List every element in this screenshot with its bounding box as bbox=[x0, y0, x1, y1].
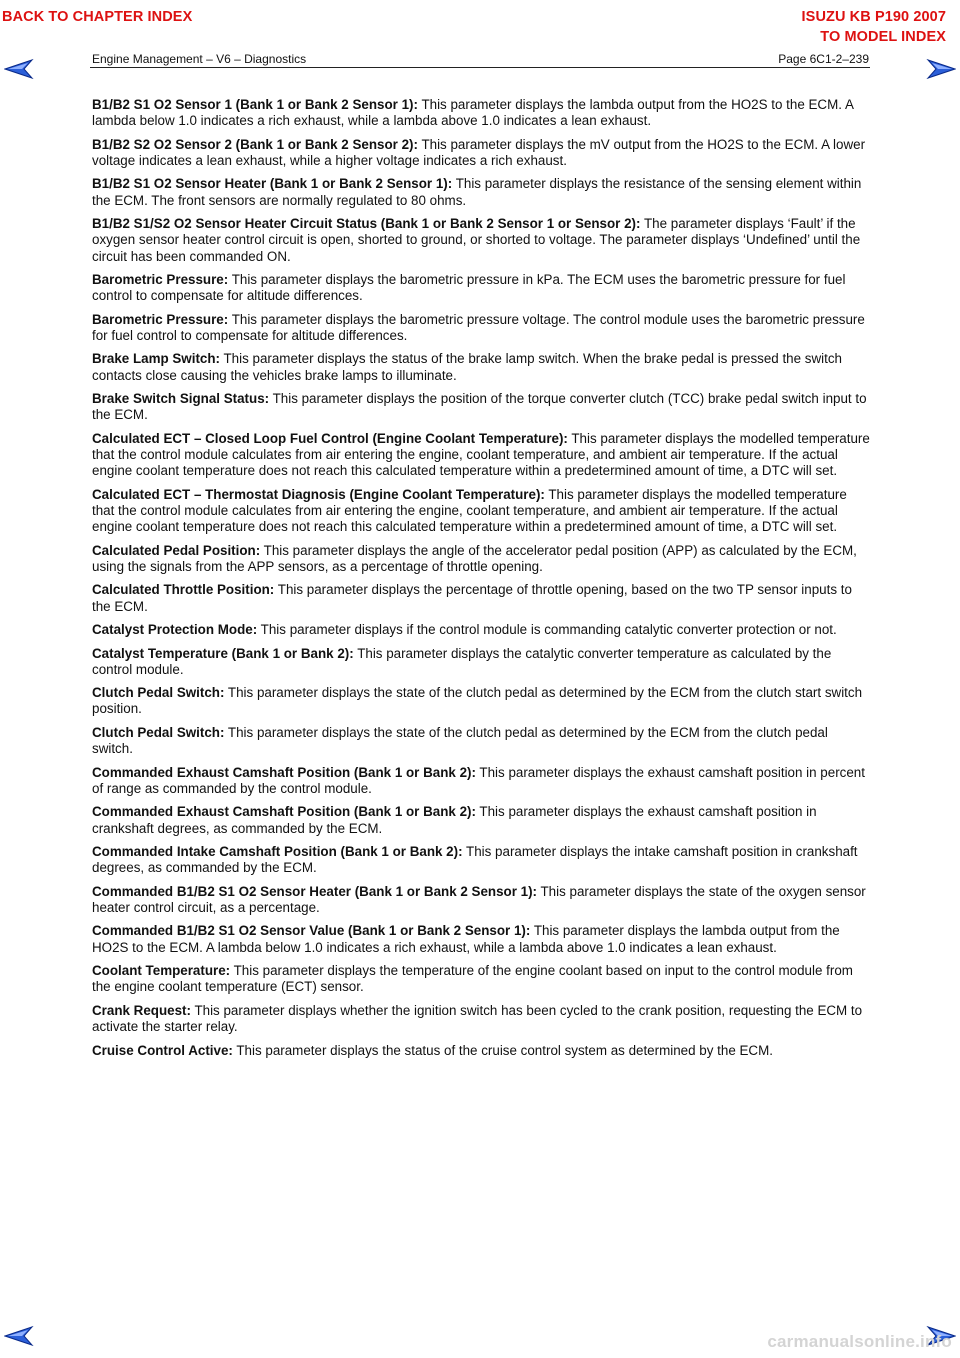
parameter-entry bbox=[92, 963, 870, 995]
parameter-entry bbox=[92, 622, 870, 638]
parameter-entry bbox=[92, 1043, 870, 1059]
parameter-term: Cruise Control Active: bbox=[92, 1042, 233, 1058]
parameter-description: This parameter displays the catalytic converter temperature as calculated by the control module. bbox=[92, 645, 832, 677]
parameter-description: This parameter displays the status of the brake lamp switch. When the brake pedal is pressed the switch contacts close causing the vehicles brake lamps to illuminate. bbox=[92, 351, 842, 383]
to-model-index-link[interactable]: TO MODEL INDEX bbox=[820, 29, 946, 45]
parameter-description: This parameter displays the barometric pressure voltage. The control module uses the barometric pressure for fuel control to compensate for altitude differences. bbox=[92, 311, 865, 343]
parameter-description: The parameter displays ‘Fault’ if the oxygen sensor heater control circuit is open, shorted to ground, or shorted to voltage. The parameter displays ‘Undefined’ until the circuit has been commanded ON. bbox=[92, 216, 861, 264]
running-title: Engine Management – V6 – Diagnostics bbox=[92, 52, 307, 66]
parameter-term: B1/B2 S1 O2 Sensor 1 (Bank 1 or Bank 2 Sensor 1): bbox=[92, 97, 418, 112]
parameter-term: Calculated Pedal Position: bbox=[92, 542, 261, 558]
parameter-description: This parameter displays the intake camshaft position in crankshaft degrees, as commanded by the ECM. bbox=[92, 844, 858, 876]
parameter-entry bbox=[92, 312, 870, 344]
parameter-term: B1/B2 S1/S2 O2 Sensor Heater Circuit Status (Bank 1 or Bank 2 Sensor 1 or Sensor 2): bbox=[92, 216, 641, 232]
parameter-entry bbox=[92, 391, 870, 423]
parameter-description: This parameter displays the modelled temperature that the control module calculates from air entering the engine, coolant temperature, and ambient air temperature. If the actual engine coolant temperature does not reach this calculated temperature within a predetermined amount of time, a DTC will set. bbox=[92, 430, 870, 479]
parameter-entry bbox=[92, 804, 870, 836]
parameter-entry bbox=[92, 137, 870, 169]
parameter-entry bbox=[92, 646, 870, 678]
parameter-description: This parameter displays the state of the oxygen sensor heater control circuit, as a percentage. bbox=[92, 883, 866, 915]
parameter-entry bbox=[92, 1003, 870, 1035]
parameter-term: Commanded B1/B2 S1 O2 Sensor Value (Bank 1 or Bank 2 Sensor 1): bbox=[92, 923, 531, 939]
parameter-entry bbox=[92, 487, 870, 536]
arrow-left-icon[interactable] bbox=[4, 58, 34, 80]
watermark: carmanualsonline.info bbox=[767, 1332, 952, 1351]
parameter-description: This parameter displays the lambda output from the HO2S to the ECM. A lambda below 1.0 indicates a rich exhaust, while a lambda above 1.0 indicates a lean exhaust. bbox=[92, 923, 840, 955]
parameter-description: This parameter displays the angle of the accelerator pedal position (APP) as calculated by the ECM, using the signals from the APP sensors, as a percentage of throttle opening. bbox=[92, 542, 857, 574]
parameter-entry bbox=[92, 685, 870, 717]
parameter-term: Calculated ECT – Closed Loop Fuel Control (Engine Coolant Temperature): bbox=[92, 430, 568, 446]
model-title-link[interactable]: ISUZU KB P190 2007 bbox=[801, 9, 946, 25]
back-to-chapter-index-link[interactable]: BACK TO CHAPTER INDEX bbox=[2, 9, 193, 25]
parameter-entry bbox=[92, 431, 870, 480]
parameter-entry bbox=[92, 844, 870, 876]
parameter-entry bbox=[92, 884, 870, 916]
parameter-description: This parameter displays the barometric pressure in kPa. The ECM uses the barometric pressure for fuel control to compensate for altitude differences. bbox=[92, 272, 846, 304]
parameter-entry bbox=[92, 923, 870, 955]
parameter-term: Catalyst Temperature (Bank 1 or Bank 2): bbox=[92, 645, 354, 661]
parameter-term: Catalyst Protection Mode: bbox=[92, 622, 258, 638]
parameter-description: This parameter displays if the control module is commanding catalytic converter protection or not. bbox=[260, 622, 837, 638]
parameter-description: This parameter displays the position of the torque converter clutch (TCC) brake pedal switch input to the ECM. bbox=[92, 391, 867, 423]
parameter-entry bbox=[92, 272, 870, 304]
parameter-description: This parameter displays the exhaust camshaft position in percent of range as commanded by the control module. bbox=[92, 764, 865, 796]
parameter-description: This parameter displays the modelled temperature that the control module calculates from air entering the engine, coolant temperature, and ambient air temperature. If the actual engine coolant temperature does not reach this calculated temperature within a predetermined amount of time, a DTC will set. bbox=[92, 486, 847, 535]
parameter-term: Crank Request: bbox=[92, 1002, 191, 1018]
parameter-term: Brake Switch Signal Status: bbox=[92, 391, 270, 407]
parameter-entry bbox=[92, 582, 870, 614]
parameter-description: This parameter displays whether the ignition switch has been cycled to the crank position, requesting the ECM to activate the starter relay. bbox=[92, 1002, 863, 1035]
parameter-description: This parameter displays the temperature of the engine coolant based on input to the control module from the engine coolant temperature (ECT) sensor. bbox=[92, 963, 853, 995]
parameter-entry bbox=[92, 351, 870, 383]
parameter-term: Clutch Pedal Switch: bbox=[92, 724, 225, 740]
parameter-term: Calculated ECT – Thermostat Diagnosis (Engine Coolant Temperature): bbox=[92, 486, 545, 502]
parameter-term: Calculated Throttle Position: bbox=[92, 582, 275, 598]
parameter-term: Commanded Exhaust Camshaft Position (Bank 1 or Bank 2): bbox=[92, 804, 476, 820]
parameter-entry bbox=[92, 543, 870, 575]
parameter-term: Commanded Intake Camshaft Position (Bank 1 or Bank 2): bbox=[92, 844, 463, 860]
parameter-entry bbox=[92, 765, 870, 797]
parameter-description: This parameter displays the exhaust camshaft position in crankshaft degrees, as commanded by the ECM. bbox=[92, 804, 817, 836]
parameter-entry bbox=[92, 176, 870, 208]
parameter-term: B1/B2 S1 O2 Sensor Heater (Bank 1 or Bank 2 Sensor 1): bbox=[92, 176, 453, 192]
parameter-term: Barometric Pressure: bbox=[92, 272, 229, 288]
parameter-description: This parameter displays the percentage of throttle opening, based on the two TP sensor inputs to the ECM. bbox=[92, 582, 852, 614]
parameter-description: This parameter displays the mV output from the HO2S to the ECM. A lower voltage indicates a lean exhaust, while a higher voltage indicates a rich exhaust. bbox=[92, 136, 866, 168]
parameter-term: Commanded B1/B2 S1 O2 Sensor Heater (Bank 1 or Bank 2 Sensor 1): bbox=[92, 883, 538, 899]
header-divider bbox=[90, 67, 870, 68]
parameter-description: This parameter displays the status of the cruise control system as determined by the ECM. bbox=[236, 1042, 773, 1058]
arrow-right-icon[interactable] bbox=[926, 58, 956, 80]
arrow-left-icon[interactable] bbox=[4, 1325, 34, 1347]
parameter-description: This parameter displays the state of the clutch pedal as determined by the ECM from the clutch start switch position. bbox=[92, 685, 863, 717]
parameter-entry bbox=[92, 725, 870, 757]
parameter-description: This parameter displays the lambda output from the HO2S to the ECM. A lambda below 1.0 indicates a rich exhaust, while a lambda above 1.0 indicates a lean exhaust. bbox=[92, 97, 854, 129]
parameter-term: Brake Lamp Switch: bbox=[92, 351, 220, 367]
parameter-term: Clutch Pedal Switch: bbox=[92, 685, 225, 701]
parameter-description: This parameter displays the state of the clutch pedal as determined by the ECM from the clutch pedal switch. bbox=[92, 724, 828, 757]
parameter-term: Commanded Exhaust Camshaft Position (Bank 1 or Bank 2): bbox=[92, 764, 476, 780]
parameter-descriptions bbox=[92, 97, 870, 1066]
parameter-term: Barometric Pressure: bbox=[92, 311, 229, 327]
parameter-entry bbox=[92, 97, 870, 129]
parameter-term: Coolant Temperature: bbox=[92, 963, 231, 979]
parameter-term: B1/B2 S2 O2 Sensor 2 (Bank 1 or Bank 2 Sensor 2): bbox=[92, 136, 418, 152]
parameter-description: This parameter displays the resistance of the sensing element within the ECM. The front sensors are normally regulated to 80 ohms. bbox=[92, 176, 862, 208]
parameter-entry bbox=[92, 216, 870, 265]
page-number: Page 6C1-2–239 bbox=[778, 52, 869, 66]
